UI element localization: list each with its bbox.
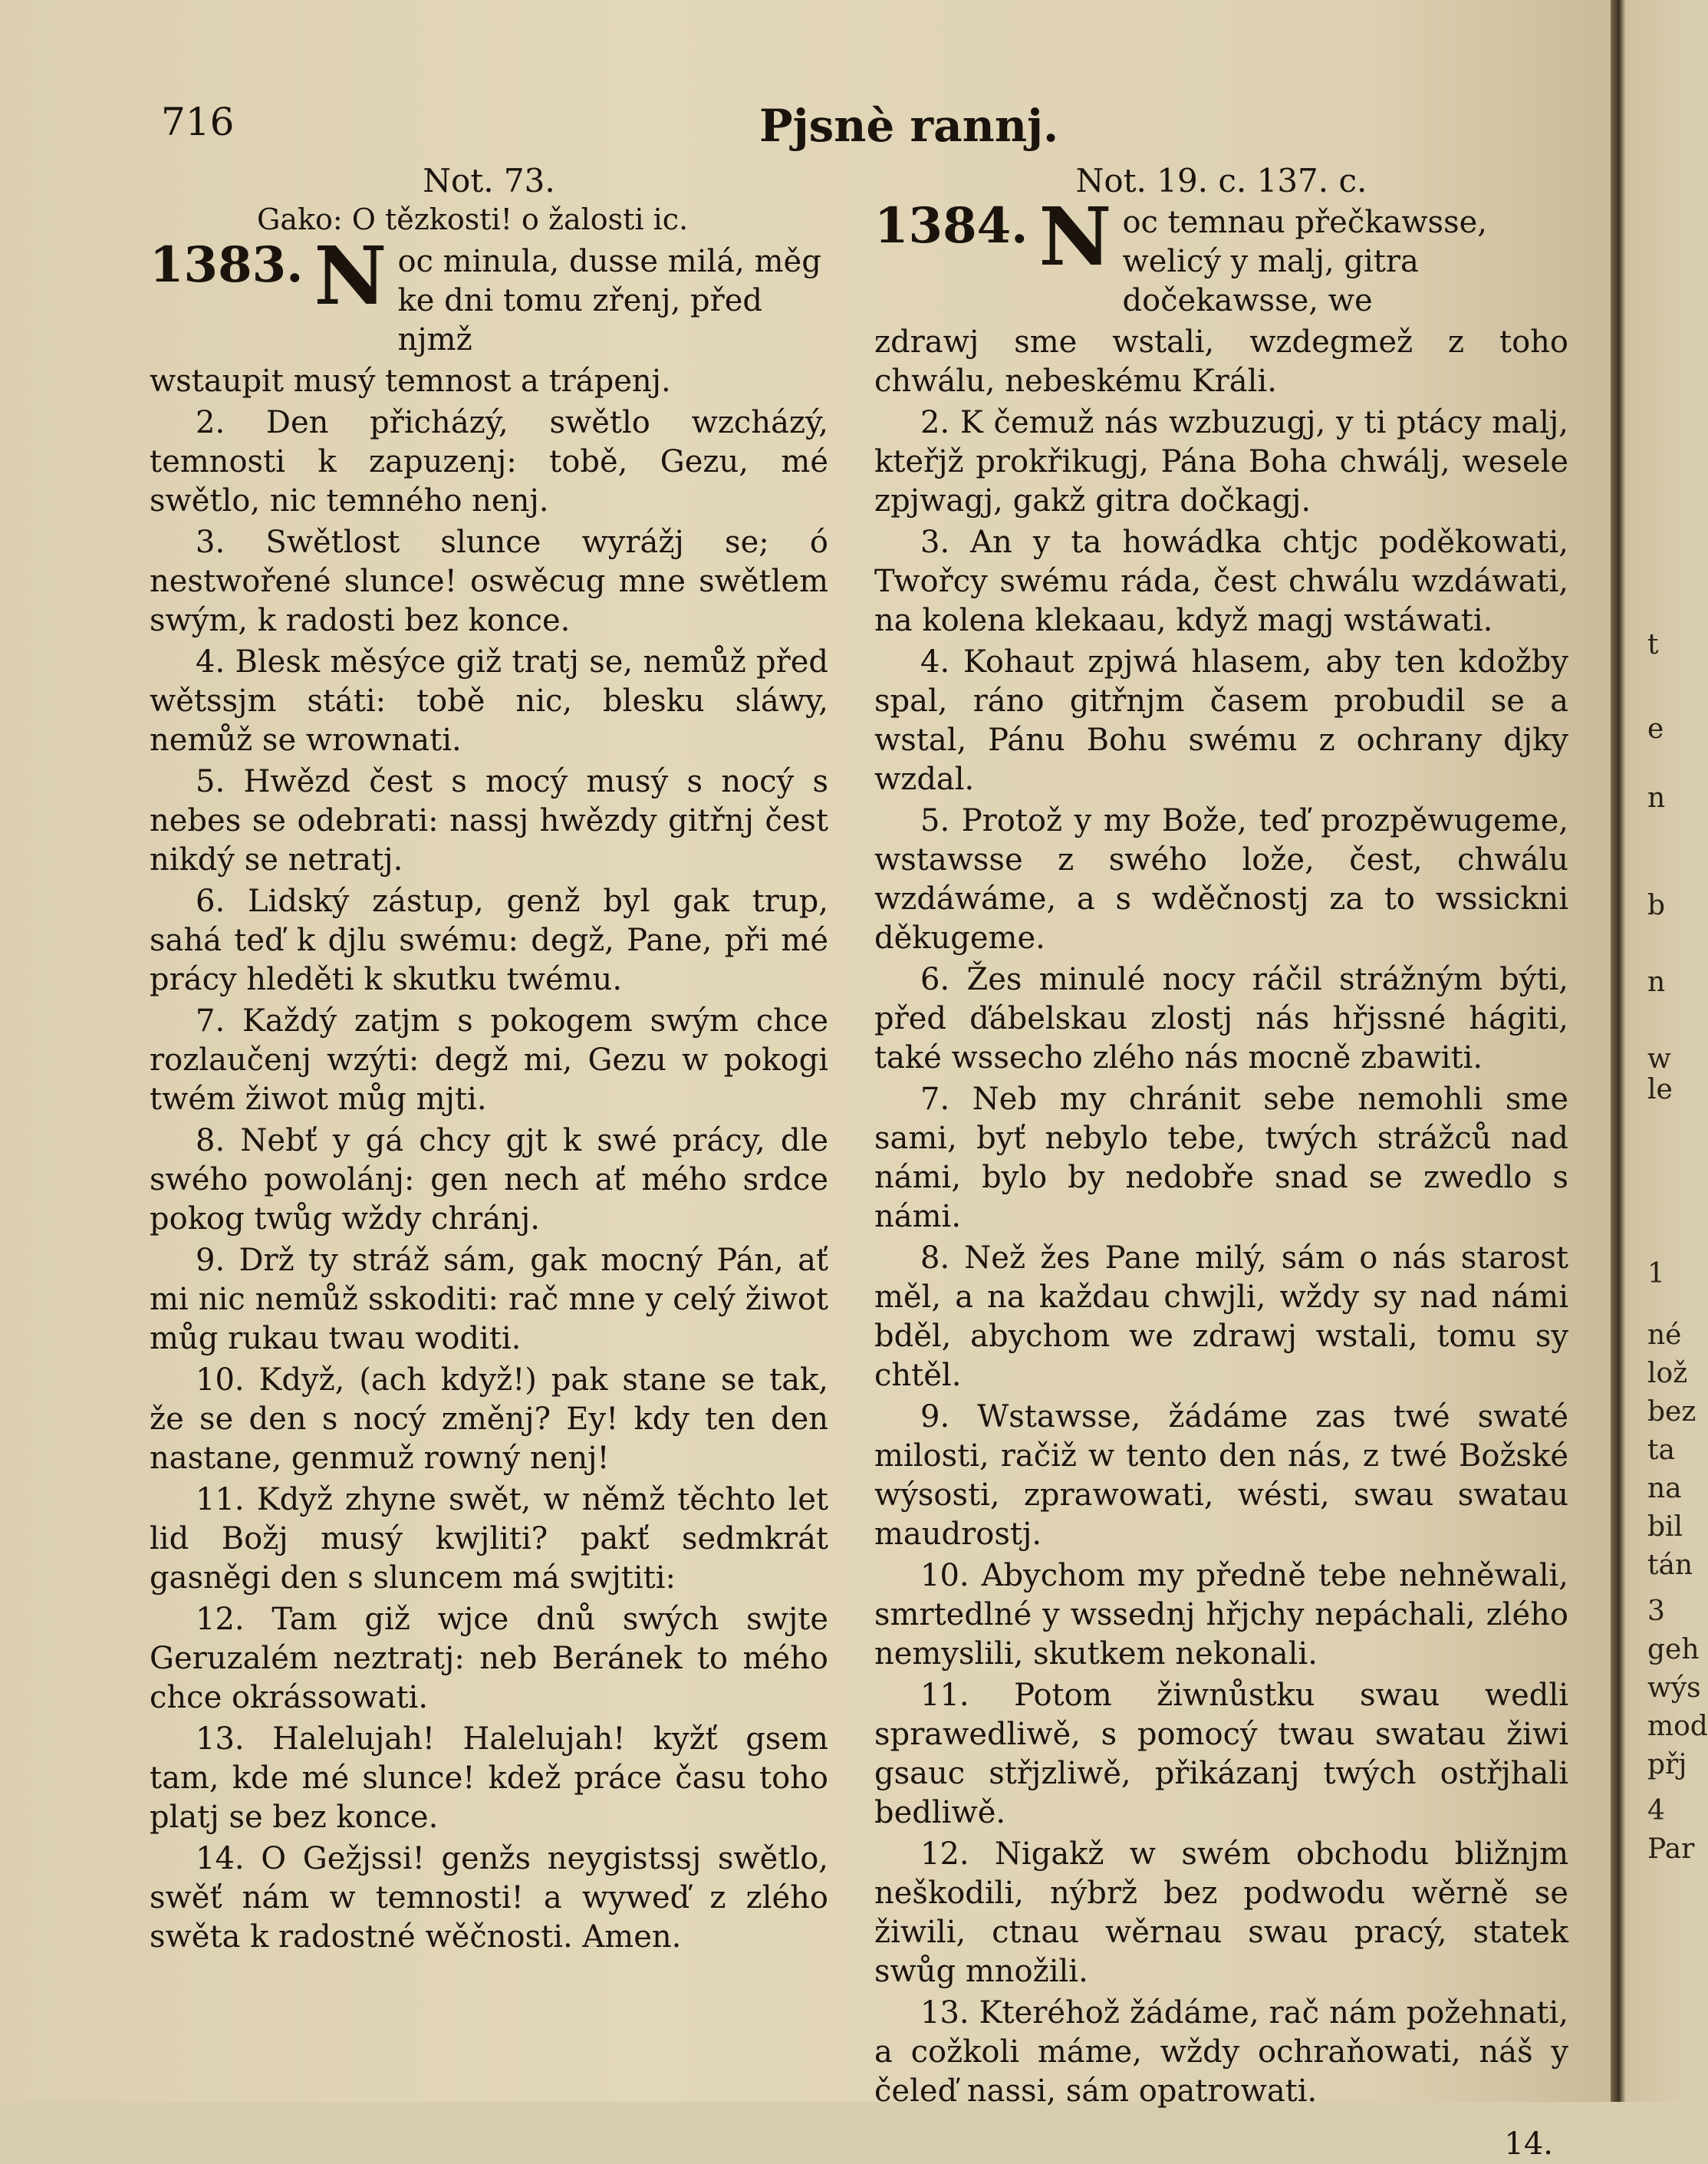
hymn-heading (874, 189, 1568, 321)
verse: 9. Wstawsse, žádáme zas twé swaté milosti, račiž w tento den nás, z twé Božské wýsosti, zprawowati, wésti, swau swatau maudrostj. (874, 1399, 1568, 1552)
drop-initial: N (1038, 189, 1112, 284)
verse: 5. Hwězd čest s mocý musý s nocý s nebes se odebrati: nassj hwězdy gitřnj čest nikdý se netratj. (150, 764, 828, 878)
verse: 8. Než žes Pane milý, sám o nás starost měl, a na každau chwjli, wždy sy nad námi bděl, abychom we zdrawj wstali, tomu sy chtěl. (874, 1240, 1568, 1393)
edge-fragment: na (1647, 1473, 1682, 1504)
verse: 2. Den přicházý, swětlo wzcházý, temnosti k zapuzenj: tobě, Gezu, mé swětlo, nic temného nenj. (150, 405, 828, 519)
verse: 7. Každý zatjm s pokogem swým chce rozlaučenj wzýti: degž mi, Gezu w pokogi twém žiwot můg mjti. (150, 1003, 828, 1117)
verse: 11. Když zhyne swět, w němž těchto let lid Božj musý kwjliti? pakť sedmkrát gasněgi den s sluncem má swjtiti: (150, 1482, 828, 1596)
verse: 9. Drž ty stráž sám, gak mocný Pán, ať mi nic nemůž sskoditi: rač mne y celý žiwot můg rukau twau woditi. (150, 1243, 828, 1356)
edge-fragment: bil (1647, 1511, 1683, 1543)
edge-fragment: 1 (1647, 1258, 1665, 1290)
verse-list (150, 403, 828, 1957)
hymn-heading (150, 229, 828, 360)
edge-fragment: 4 (1647, 1795, 1665, 1826)
verse: 8. Nebť y gá chcy gjt k swé prácy, dle swého powolánj: gen nech ať mého srdce pokog twůg wždy chránj. (150, 1123, 828, 1237)
edge-fragment: tán (1647, 1550, 1693, 1581)
edge-fragment: Par (1647, 1833, 1695, 1865)
verse-list (874, 403, 1568, 2111)
hymn-number: 1383. (150, 236, 304, 294)
edge-fragment: w (1647, 1043, 1671, 1075)
verse: 7. Neb my chránit sebe nemohli sme sami, byť nebylo tebe, twých strážců nad námi, bylo by nedobře snad se zwedlo s námi. (874, 1082, 1568, 1234)
hymn-number: 1384. (874, 197, 1028, 255)
verse: 3. An y ta howádka chtjc poděkowati, Twořcy swému ráda, čest chwálu wzdáwati, na kolena klekaau, když magj wstáwati. (874, 525, 1568, 638)
verse: 11. Potom žiwnůstku swau wedli sprawedliwě, s pomocý twau swatau žiwi gsauc střjzliwě, přikázanj twých ostřjhali bedliwě. (874, 1678, 1568, 1830)
edge-fragment: n (1647, 967, 1666, 998)
edge-fragment: lož (1647, 1358, 1688, 1389)
melody-incipit: Gako: O tězkosti! o žalosti ic. (257, 203, 689, 236)
verse: 6. Žes minulé nocy ráčil strážným býti, před ďábelskau zlostj nás hřjssné hágiti, také wssecho zlého nás mocně zbawiti. (874, 962, 1568, 1075)
verse: 5. Protož y my Bože, teď prozpěwugeme, wstawsse z swého lože, čest, chwálu wzdáwáme, a s wděčnostj za to wssickni děkugeme. (874, 803, 1568, 956)
right-column (874, 161, 1568, 2164)
melody-reference: Not. 73. (423, 162, 555, 199)
melody-reference: Not. 19. c. 137. c. (1075, 162, 1367, 199)
verse: 12. Tam giž wjce dnů swých swjte Geruzalém neztratj: neb Beránek to mého chce okrássowati. (150, 1602, 828, 1715)
edge-fragment: né (1647, 1319, 1682, 1351)
verse: 10. Abychom my předně tebe nehněwali, smrtedlné y wssednj hřjchy nepáchali, zlého nemyslili, skutkem nekonali. (874, 1558, 1568, 1672)
edge-fragment: ta (1647, 1434, 1675, 1466)
verse: 6. Lidský zástup, genž byl gak trup, sahá teď k djlu swému: degž, Pane, při mé prácy hleděti k skutku twému. (150, 884, 828, 997)
hymn-first-lines: oc minula, dusse milá, měg ke dni tomu zřenj, před njmž (397, 244, 821, 357)
verse: 12. Nigakž w swém obchodu bližnjm neškodili, nýbrž bez podwodu wěrně se žiwili, ctnau wěrnau swau pracý, statek swůg množili. (874, 1836, 1568, 1989)
verse: 10. Když, (ach když!) pak stane se tak, že se den s nocý změnj? Ey! kdy ten den nastane, genmuž rowný nenj! (150, 1362, 828, 1476)
edge-fragment: geh (1647, 1634, 1700, 1665)
edge-fragment: le (1647, 1074, 1673, 1105)
verse: 13. Halelujah! Halelujah! kyžť gsem tam, kde mé slunce! kdež práce času toho platj se bez konce. (150, 1721, 828, 1835)
verse: 13. Kteréhož žádáme, rač nám požehnati, a cožkoli máme, wždy ochraňowati, náš y čeleď nassi, sám opatrowati. (874, 1995, 1568, 2109)
hymn-first-continuation: zdrawj sme wstali, wzdegmež z toho chwálu, nebeskému Králi. (874, 324, 1568, 399)
edge-fragment: e (1647, 713, 1664, 745)
hymn-first-continuation: wstaupit musý temnost a trápenj. (150, 364, 671, 399)
drop-initial: N (314, 229, 387, 323)
verse: 4. Kohaut zpjwá hlasem, aby ten kdožby spal, ráno gitřnjm časem probudil se a wstal, Pánu Bohu swému z ochrany djky wzdal. (874, 644, 1568, 797)
edge-fragment: mod (1647, 1711, 1708, 1742)
catchword: 14. (1504, 2126, 1553, 2162)
edge-fragment: 3 (1647, 1596, 1665, 1627)
hymn-first-lines: oc temnau přečkawsse, welicý y malj, gitra dočekawsse, we (1122, 205, 1487, 318)
running-title: Pjsnè rannj. (759, 100, 1059, 152)
edge-fragment: wýs (1647, 1672, 1701, 1704)
edge-fragment: n (1647, 782, 1666, 814)
left-column (150, 161, 828, 1959)
verse: 3. Swětlost slunce wyrážj se; ó nestwořené slunce! oswěcug mne swětlem swým, k radosti bez konce. (150, 525, 828, 638)
edge-fragment: bez (1647, 1396, 1696, 1428)
edge-fragment: přj (1647, 1749, 1687, 1780)
verse: 14. O Gežjssi! genžs neygistssj swětlo, swěť nám w temnosti! a wyweď z zlého swěta k radostné wěčnosti. Amen. (150, 1841, 828, 1955)
page-number: 716 (161, 100, 235, 144)
verse: 4. Blesk měsýce giž tratj se, nemůž před wětssjm státi: tobě nic, blesku sláwy, nemůž se wrownati. (150, 644, 828, 758)
verse: 2. K čemuž nás wzbuzugj, y ti ptácy malj, kteřjž prokřikugj, Pána Boha chwálj, wesele zpjwagj, gakž gitra dočkagj. (874, 405, 1568, 519)
page-header (161, 100, 1595, 161)
edge-fragment: b (1647, 890, 1666, 921)
edge-fragment: t (1647, 629, 1659, 660)
